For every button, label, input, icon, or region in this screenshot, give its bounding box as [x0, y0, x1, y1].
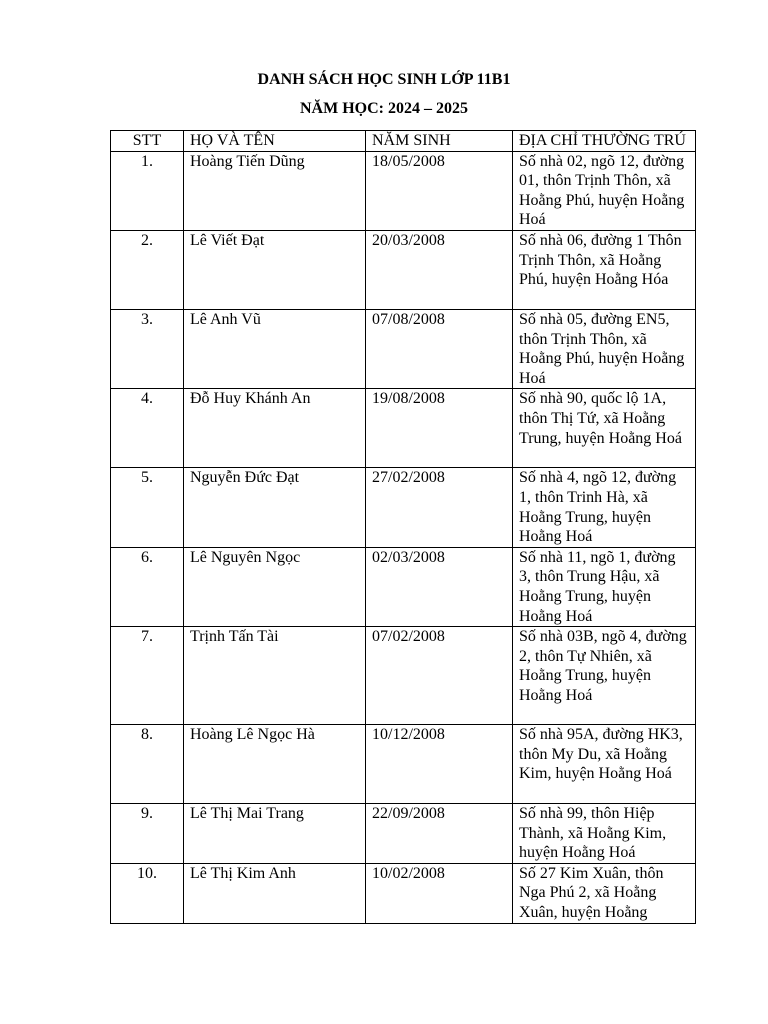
cell-stt: 3. [111, 309, 184, 388]
cell-address: Số nhà 11, ngõ 1, đường 3, thôn Trung Hậu, xã Hoằng Trung, huyện Hoằng Hoá [513, 547, 696, 626]
cell-name: Lê Viết Đạt [184, 230, 366, 309]
cell-name: Hoàng Lê Ngọc Hà [184, 725, 366, 804]
table-row [111, 725, 696, 804]
cell-address: Số nhà 99, thôn Hiệp Thành, xã Hoằng Kim, huyện Hoằng Hoá [513, 804, 696, 864]
cell-address: Số nhà 05, đường EN5, thôn Trịnh Thôn, xã Hoằng Phú, huyện Hoằng Hoá [513, 309, 696, 388]
cell-address: Số nhà 06, đường 1 Thôn Trịnh Thôn, xã Hoằng Phú, huyện Hoằng Hóa [513, 230, 696, 309]
cell-birth: 02/03/2008 [366, 547, 513, 626]
cell-address: Số nhà 02, ngõ 12, đường 01, thôn Trịnh Thôn, xã Hoằng Phú, huyện Hoằng Hoá [513, 151, 696, 230]
cell-name: Lê Anh Vũ [184, 309, 366, 388]
cell-birth: 10/12/2008 [366, 725, 513, 804]
student-list-table [110, 130, 696, 924]
document-title: DANH SÁCH HỌC SINH LỚP 11B1 [257, 71, 511, 88]
table-row [111, 863, 696, 923]
school-year-subtitle: NĂM HỌC: 2024 – 2025 [300, 100, 468, 117]
cell-stt: 5. [111, 468, 184, 547]
cell-name: Hoàng Tiến Dũng [184, 151, 366, 230]
table-row [111, 309, 696, 388]
cell-name: Lê Nguyên Ngọc [184, 547, 366, 626]
cell-address: Số nhà 4, ngõ 12, đường 1, thôn Trinh Hà, xã Hoằng Trung, huyện Hoằng Hoá [513, 468, 696, 547]
cell-birth: 27/02/2008 [366, 468, 513, 547]
table-row [111, 547, 696, 626]
cell-stt: 8. [111, 725, 184, 804]
cell-birth: 07/08/2008 [366, 309, 513, 388]
table-row [111, 804, 696, 864]
cell-name: Trịnh Tấn Tài [184, 627, 366, 725]
header-birth: NĂM SINH [366, 131, 513, 152]
cell-birth: 22/09/2008 [366, 804, 513, 864]
cell-birth: 20/03/2008 [366, 230, 513, 309]
cell-stt: 9. [111, 804, 184, 864]
table-row [111, 151, 696, 230]
cell-stt: 4. [111, 389, 184, 468]
cell-stt: 2. [111, 230, 184, 309]
header-address: ĐỊA CHỈ THƯỜNG TRÚ [513, 131, 696, 152]
cell-address: Số 27 Kim Xuân, thôn Nga Phú 2, xã Hoằng Xuân, huyện Hoằng [513, 863, 696, 923]
cell-birth: 19/08/2008 [366, 389, 513, 468]
table-row [111, 389, 696, 468]
cell-birth: 18/05/2008 [366, 151, 513, 230]
cell-address: Số nhà 95A, đường HK3, thôn My Du, xã Hoằng Kim, huyện Hoằng Hoá [513, 725, 696, 804]
header-stt: STT [111, 131, 184, 152]
table-header-row [111, 131, 696, 152]
cell-name: Nguyễn Đức Đạt [184, 468, 366, 547]
cell-address: Số nhà 03B, ngõ 4, đường 2, thôn Tự Nhiên, xã Hoằng Trung, huyện Hoằng Hoá [513, 627, 696, 725]
cell-name: Lê Thị Kim Anh [184, 863, 366, 923]
cell-stt: 10. [111, 863, 184, 923]
cell-birth: 07/02/2008 [366, 627, 513, 725]
table-row [111, 627, 696, 725]
cell-birth: 10/02/2008 [366, 863, 513, 923]
cell-stt: 1. [111, 151, 184, 230]
table-row [111, 468, 696, 547]
table-row [111, 230, 696, 309]
cell-stt: 6. [111, 547, 184, 626]
cell-name: Lê Thị Mai Trang [184, 804, 366, 864]
cell-address: Số nhà 90, quốc lộ 1A, thôn Thị Tứ, xã Hoằng Trung, huyện Hoằng Hoá [513, 389, 696, 468]
header-name: HỌ VÀ TÊN [184, 131, 366, 152]
cell-stt: 7. [111, 627, 184, 725]
cell-name: Đỗ Huy Khánh An [184, 389, 366, 468]
